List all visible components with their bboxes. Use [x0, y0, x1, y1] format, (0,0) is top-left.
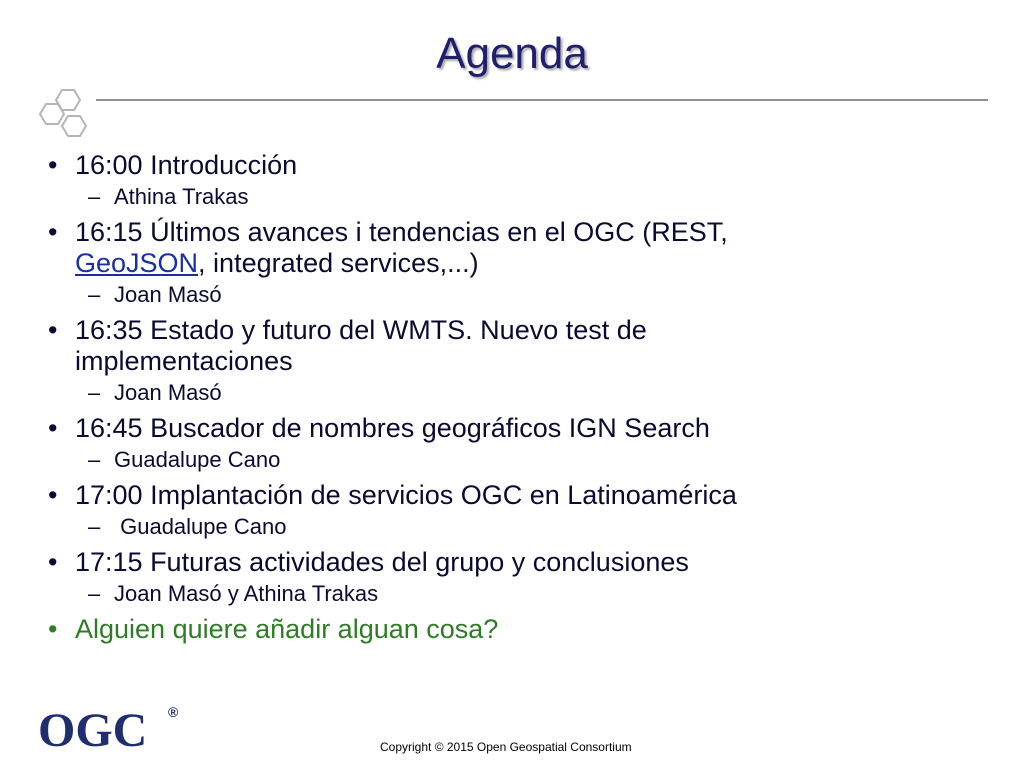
geojson-link[interactable]: GeoJSON — [75, 248, 199, 278]
bullet: • — [48, 547, 58, 577]
agenda-speaker — [48, 580, 968, 608]
bullet: • — [48, 217, 58, 247]
bullet: • — [48, 150, 58, 180]
agenda-item-text-cont: , integrated services,...) — [198, 248, 479, 278]
agenda-item — [48, 315, 968, 377]
agenda-speaker — [48, 446, 968, 474]
agenda-item-text: 16:00 Introducción — [75, 150, 298, 180]
agenda-item-text: 16:35 Estado y futuro del WMTS. Nuevo test de — [75, 315, 647, 345]
speaker-name: Guadalupe Cano — [114, 514, 287, 539]
speaker-name: Joan Masó y Athina Trakas — [114, 581, 379, 606]
speaker-name: Joan Masó — [114, 282, 222, 307]
slide-title: Agenda — [436, 29, 588, 78]
agenda-speaker — [48, 513, 968, 541]
agenda-item-question — [48, 614, 968, 645]
agenda-item-text: 17:00 Implantación de servicios OGC en Latinoamérica — [75, 480, 737, 510]
dash: – — [88, 514, 101, 539]
dash: – — [88, 447, 101, 472]
dash: – — [88, 380, 101, 405]
agenda-item — [48, 547, 968, 578]
dash: – — [88, 184, 101, 209]
bullet: • — [48, 315, 58, 345]
agenda-speaker — [48, 379, 968, 407]
bullet: • — [48, 614, 58, 644]
speaker-name: Athina Trakas — [114, 184, 249, 209]
agenda-item-text: 16:15 Últimos avances i tendencias en el OGC (REST, — [75, 217, 728, 247]
agenda-speaker — [48, 183, 968, 211]
copyright-footer: Copyright © 2015 Open Geospatial Consortium — [380, 740, 632, 754]
logo-text: OGC — [38, 704, 148, 757]
agenda-item — [48, 413, 968, 444]
bullet: • — [48, 480, 58, 510]
speaker-name: Guadalupe Cano — [114, 447, 281, 472]
speaker-name: Joan Masó — [114, 380, 222, 405]
registered-mark: ® — [168, 704, 179, 720]
title-divider — [96, 99, 988, 101]
agenda-item — [48, 480, 968, 511]
dash: – — [88, 581, 101, 606]
agenda-item — [48, 217, 968, 279]
agenda-speaker — [48, 281, 968, 309]
agenda-item-text-cont: implementaciones — [75, 346, 293, 376]
dash: – — [88, 282, 101, 307]
ogc-logo — [38, 703, 179, 759]
agenda-item-text: Alguien quiere añadir alguan cosa? — [75, 614, 499, 644]
agenda-item-text: 16:45 Buscador de nombres geográficos IGN Search — [75, 413, 710, 443]
agenda-item — [48, 150, 968, 181]
bullet: • — [48, 413, 58, 443]
hexagon-cluster-icon — [38, 86, 102, 142]
agenda-item-text: 17:15 Futuras actividades del grupo y conclusiones — [75, 547, 689, 577]
agenda-list — [48, 144, 968, 645]
